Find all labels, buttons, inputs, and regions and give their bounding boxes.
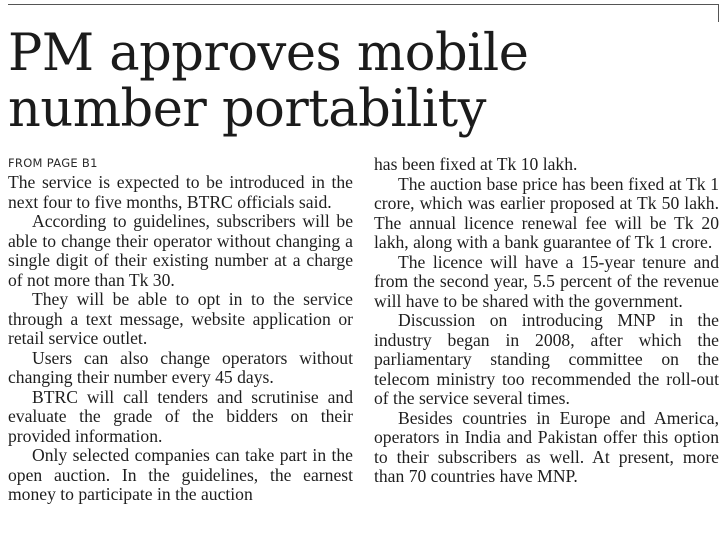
paragraph: The licence will have a 15-year tenure and from the second year, 5.5 percent of the revenue will have to be shared with the government.: [374, 251, 719, 311]
paragraph: The service is expected to be introduced in the next four to five months, BTRC officials said.: [8, 172, 353, 212]
top-rule: [8, 4, 719, 5]
headline: PM approves mobile number portability: [8, 24, 529, 139]
paragraph: Discussion on introducing MNP in the industry began in 2008, after which the parliamentary standing committee on the telecom ministry too recommended the roll-out of the service several times.: [374, 310, 719, 408]
paragraph: According to guidelines, subscribers will be able to change their operator without changing a single digit of their existing number at a charge of not more than Tk 30.: [8, 211, 353, 290]
paragraph: Besides countries in Europe and America, operators in India and Pakistan offer this option to their subscribers as well. At present, more than 70 countries have MNP.: [374, 407, 719, 486]
column-right: [374, 155, 719, 505]
paragraph: They will be able to opt in to the service through a text message, website application or retail service outlet.: [8, 289, 353, 348]
paragraph: BTRC will call tenders and scrutinise and evaluate the grade of the bidders on their provided information.: [8, 386, 353, 446]
paragraph: has been fixed at Tk 10 lakh.: [374, 154, 578, 174]
right-rule: [718, 4, 719, 22]
paragraph: Users can also change operators without changing their number every 45 days.: [8, 347, 353, 387]
article-body: [8, 155, 719, 505]
column-left: [8, 155, 353, 505]
dateline: FROM PAGE B1: [8, 156, 98, 170]
paragraph: Only selected companies can take part in the open auction. In the guidelines, the earnest money to participate in the auction: [8, 445, 353, 504]
paragraph: The auction base price has been fixed at Tk 1 crore, which was earlier proposed at Tk 50 lakh. The annual licence renewal fee will be Tk 20 lakh, along with a bank guarantee of Tk 1 crore.: [374, 173, 719, 252]
